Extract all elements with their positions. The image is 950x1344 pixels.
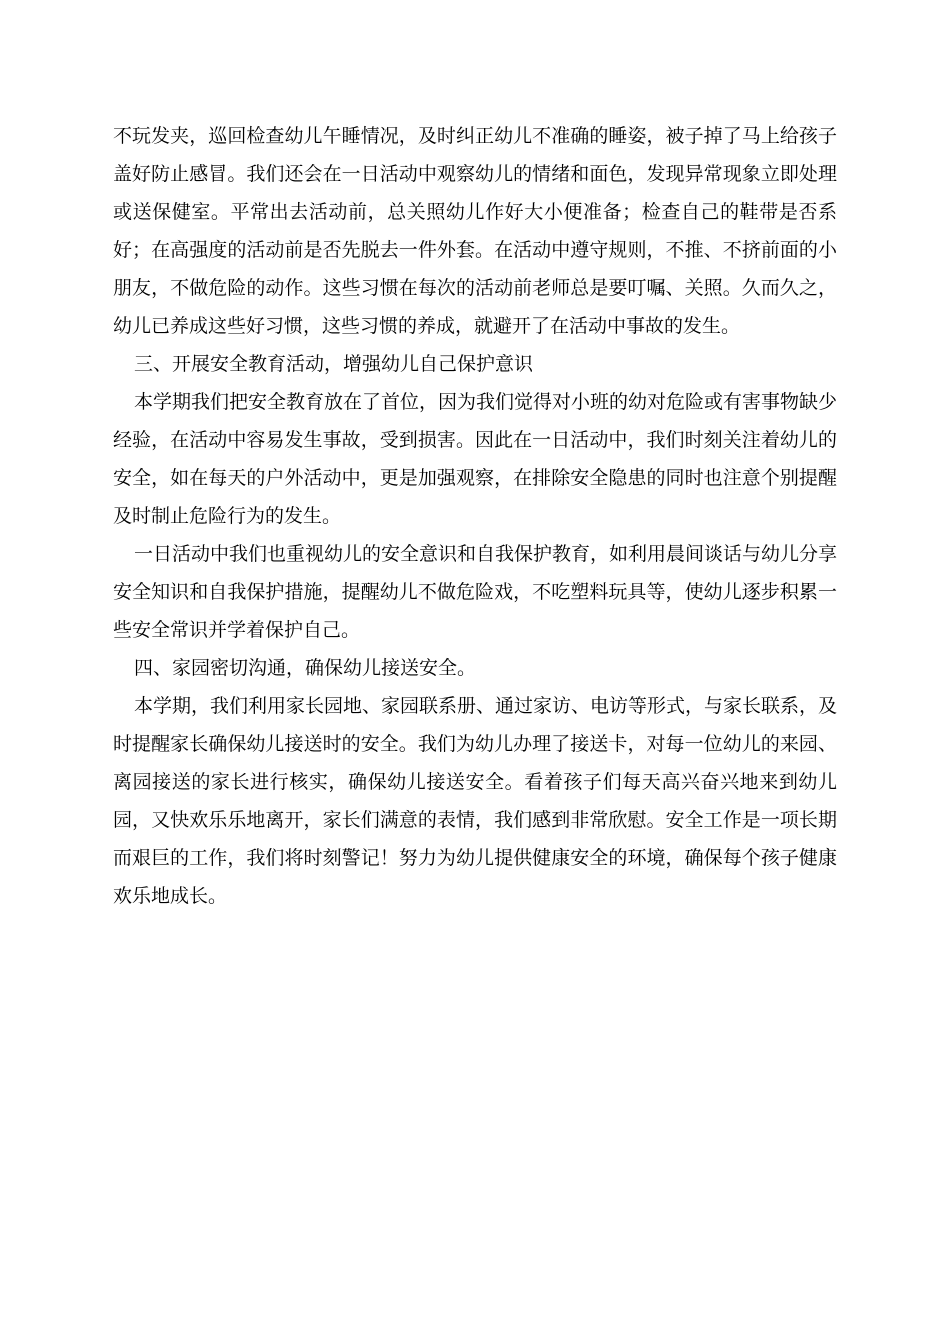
section-heading-four: 四、家园密切沟通，确保幼儿接送安全。 <box>134 657 477 679</box>
paragraph-home-school: 本学期，我们利用家长园地、家园联系册、通过家访、电访等形式，与家长联系，及时提醒家长确保幼儿接送时的安全。我们为幼儿办理了接送卡，对每一位幼儿的来园、离园接送的家长进行核实，确保幼儿接送安全。看着孩子们每天高兴奋兴地来到幼儿园，又快欢乐乐地离开，家长们满意的表情，我们感到非常欣慰。安全工作是一项长期而艰巨的工作，我们将时刻警记！努力为幼儿提供健康安全的环境，确保每个孩子健康欢乐地成长。 <box>113 695 838 907</box>
paragraph-safety-priority: 本学期我们把安全教育放在了首位，因为我们觉得对小班的幼对危险或有害事物缺少经验，在活动中容易发生事故，受到损害。因此在一日活动中，我们时刻关注着幼儿的安全，如在每天的户外活动中，更是加强观察，在排除安全隐患的同时也注意个别提醒及时制止危险行为的发生。 <box>113 391 838 527</box>
section-heading-three: 三、开展安全教育活动，增强幼儿自己保护意识 <box>134 353 534 375</box>
paragraph-self-protection: 一日活动中我们也重视幼儿的安全意识和自我保护教育，如利用晨间谈话与幼儿分享安全知识和自我保护措施，提醒幼儿不做危险戏，不吃塑料玩具等，使幼儿逐步积累一些安全常识并学着保护自己。 <box>113 543 838 641</box>
paragraph-continuation: 不玩发夹，巡回检查幼儿午睡情况，及时纠正幼儿不准确的睡姿，被子掉了马上给孩子盖好防止感冒。我们还会在一日活动中观察幼儿的情绪和面色，发现异常现象立即处理或送保健室。平常出去活动前，总关照幼儿作好大小便准备；检查自己的鞋带是否系好；在高强度的活动前是否先脱去一件外套。在活动中遵守规则，不推、不挤前面的小朋友，不做危险的动作。这些习惯在每次的活动前老师总是要叮嘱、关照。久而久之，幼儿已养成这些好习惯，这些习惯的养成，就避开了在活动中事故的发生。 <box>113 125 837 337</box>
document-body <box>113 117 837 915</box>
